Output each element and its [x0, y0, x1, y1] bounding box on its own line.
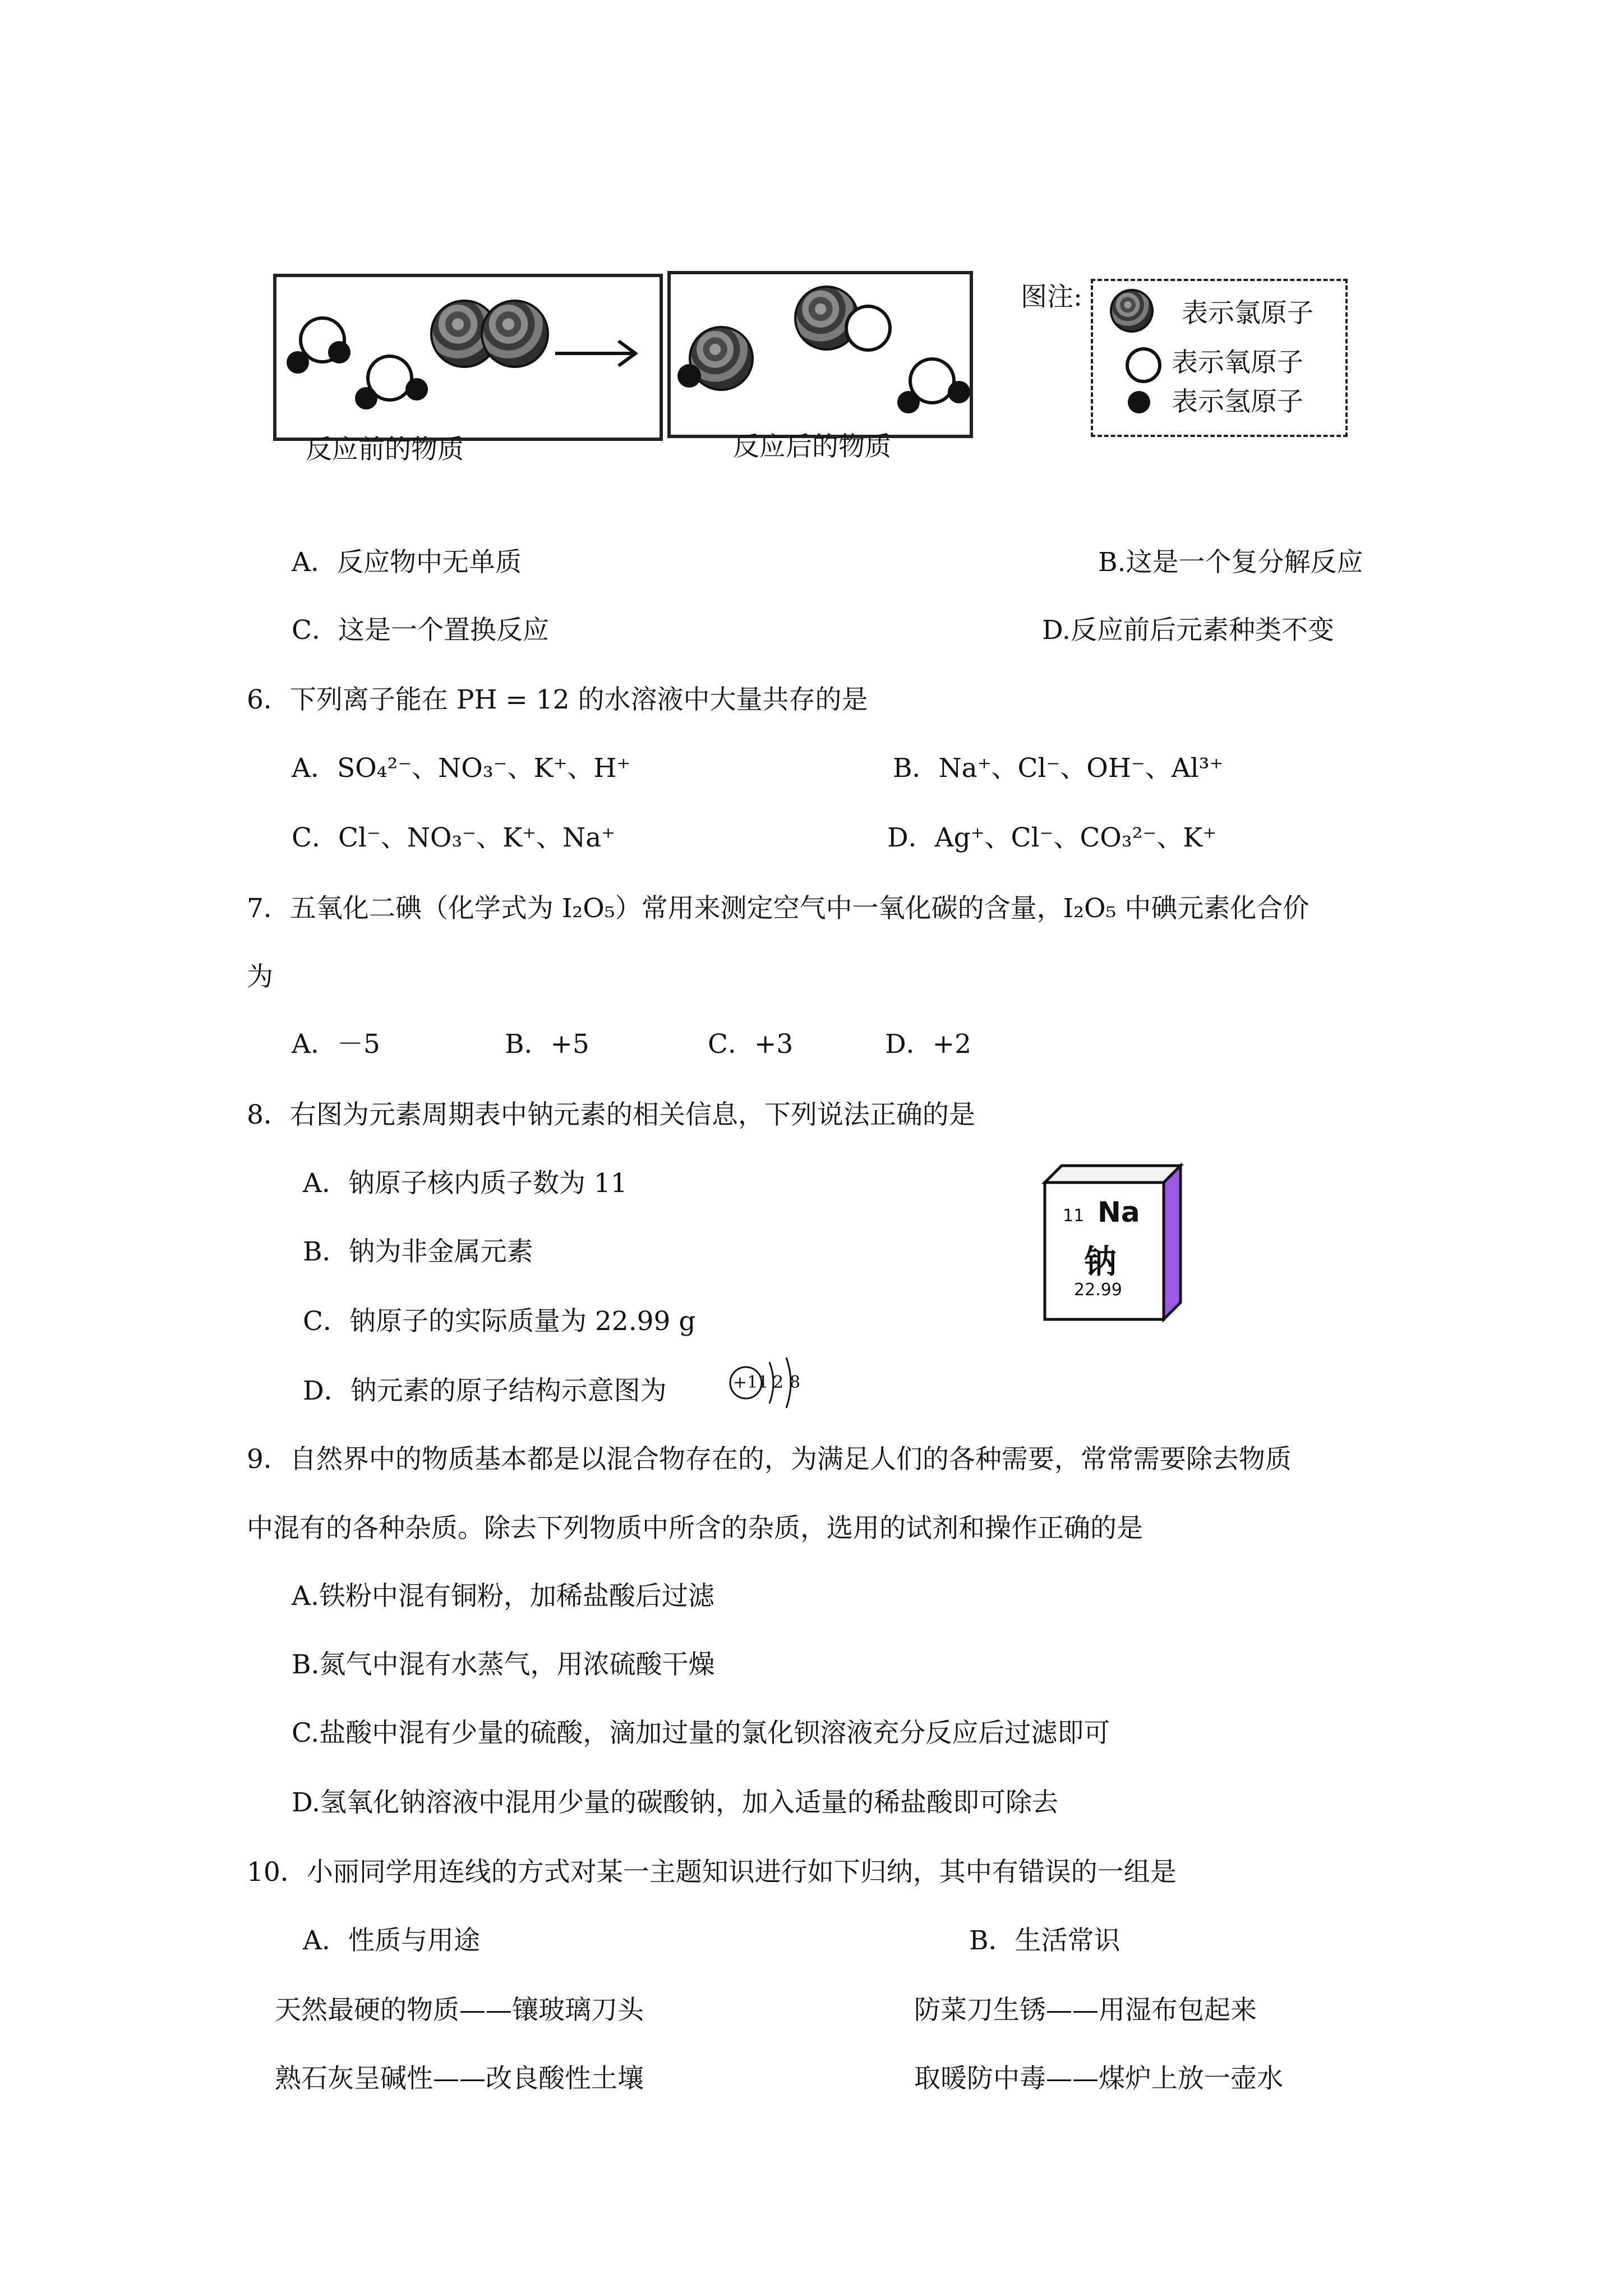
- q6-option-b: B．Na⁺、Cl⁻、OH⁻、Al³⁺: [893, 753, 1224, 784]
- legend-box: [1091, 279, 1348, 437]
- q5-option-c: C．这是一个置换反应: [292, 615, 549, 646]
- q7-option-a: A．－5: [292, 1029, 380, 1060]
- q5-option-d: D.反应前后元素种类不变: [1042, 615, 1334, 646]
- q10-group-a-item-1: 天然最硬的物质——镶玻璃刀头: [275, 1995, 644, 2026]
- o-atom-icon: [1126, 347, 1161, 383]
- q10-group-b-title: B．生活常识: [969, 1925, 1121, 1956]
- q5-option-b: B.这是一个复分解反应: [1098, 547, 1363, 578]
- q7-option-b: B．+5: [505, 1029, 589, 1060]
- q8-option-d: D．钠元素的原子结构示意图为: [303, 1375, 667, 1406]
- q10-group-a-title: A．性质与用途: [303, 1925, 480, 1956]
- q5-option-a: A．反应物中无单质: [292, 547, 522, 578]
- h-atom-icon: [948, 381, 970, 403]
- reaction-arrow-icon: [552, 337, 642, 370]
- o-atom-icon: [845, 305, 892, 352]
- sodium-element-card: [1040, 1161, 1186, 1324]
- after-reaction-box: [667, 271, 973, 438]
- element-atomic-number: 11: [1063, 1206, 1085, 1226]
- q8-option-a: A．钠原子核内质子数为 11: [303, 1168, 628, 1199]
- q9-option-c: C.盐酸中混有少量的硫酸，滴加过量的氯化钡溶液充分反应后过滤即可: [292, 1718, 1110, 1749]
- q10-group-b-item-2: 取暖防中毒——煤炉上放一壶水: [914, 2063, 1283, 2094]
- h-atom-icon: [1128, 391, 1150, 413]
- h-atom-icon: [287, 351, 309, 374]
- h-atom-icon: [897, 391, 920, 413]
- q10-stem: 10．小丽同学用连线的方式对某一主题知识进行如下归纳，其中有错误的一组是: [247, 1857, 1177, 1888]
- q7-option-d: D．+2: [885, 1029, 971, 1060]
- q9-stem-continued: 中混有的各种杂质。除去下列物质中所含的杂质，选用的试剂和操作正确的是: [247, 1513, 1143, 1544]
- q9-option-d: D.氢氧化钠溶液中混用少量的碳酸钠，加入适量的稀盐酸即可除去: [292, 1787, 1058, 1818]
- atom-nucleus-label: +11: [733, 1373, 769, 1392]
- legend-title: 图注:: [1021, 282, 1082, 312]
- after-reaction-label: 反应后的物质: [733, 431, 891, 462]
- legend-item-o: 表示氧原子: [1172, 347, 1303, 378]
- cl-atom-icon: [1110, 289, 1154, 333]
- q8-option-b: B．钠为非金属元素: [303, 1236, 533, 1267]
- q7-stem: 7．五氧化二碘（化学式为 I₂O₅）常用来测定空气中一氧化碳的含量，I₂O₅ 中碘元素化合价: [247, 893, 1310, 924]
- element-name: 钠: [1084, 1243, 1117, 1281]
- legend-item-cl: 表示氯原子: [1182, 298, 1313, 329]
- element-atomic-mass: 22.99: [1074, 1280, 1122, 1300]
- q6-option-d: D．Ag⁺、Cl⁻、CO₃²⁻、K⁺: [887, 822, 1217, 853]
- q6-option-a: A．SO₄²⁻、NO₃⁻、K⁺、H⁺: [292, 753, 631, 784]
- before-reaction-label: 反应前的物质: [306, 434, 464, 465]
- q10-group-b-item-1: 防菜刀生锈——用湿布包起来: [914, 1995, 1257, 2026]
- h-atom-icon: [677, 364, 701, 388]
- q9-option-b: B.氮气中混有水蒸气，用浓硫酸干燥: [292, 1649, 715, 1680]
- q7-stem-continued: 为: [247, 961, 273, 992]
- h-atom-icon: [328, 341, 351, 364]
- q6-stem: 6．下列离子能在 PH = 12 的水溶液中大量共存的是: [247, 684, 868, 715]
- q8-option-c: C．钠原子的实际质量为 22.99 g: [303, 1306, 696, 1337]
- q9-stem: 9．自然界中的物质基本都是以混合物存在的，为满足人们的各种需要，常常需要除去物质: [247, 1444, 1292, 1475]
- atom-shell-1: 2: [773, 1373, 784, 1392]
- element-symbol: Na: [1098, 1196, 1140, 1228]
- h-atom-icon: [355, 387, 377, 409]
- q10-group-a-item-2: 熟石灰呈碱性——改良酸性土壤: [275, 2063, 644, 2094]
- q7-option-c: C．+3: [708, 1029, 794, 1060]
- legend-item-h: 表示氢原子: [1172, 386, 1303, 417]
- q8-stem: 8．右图为元素周期表中钠元素的相关信息，下列说法正确的是: [247, 1099, 975, 1130]
- h-atom-icon: [405, 378, 428, 401]
- cl-atom-icon: [481, 300, 549, 368]
- sodium-atom-structure: [723, 1352, 808, 1414]
- q6-option-c: C．Cl⁻、NO₃⁻、K⁺、Na⁺: [292, 822, 615, 853]
- atom-shell-2: 8: [790, 1373, 801, 1392]
- q9-option-a: A.铁粉中混有铜粉，加稀盐酸后过滤: [292, 1581, 714, 1612]
